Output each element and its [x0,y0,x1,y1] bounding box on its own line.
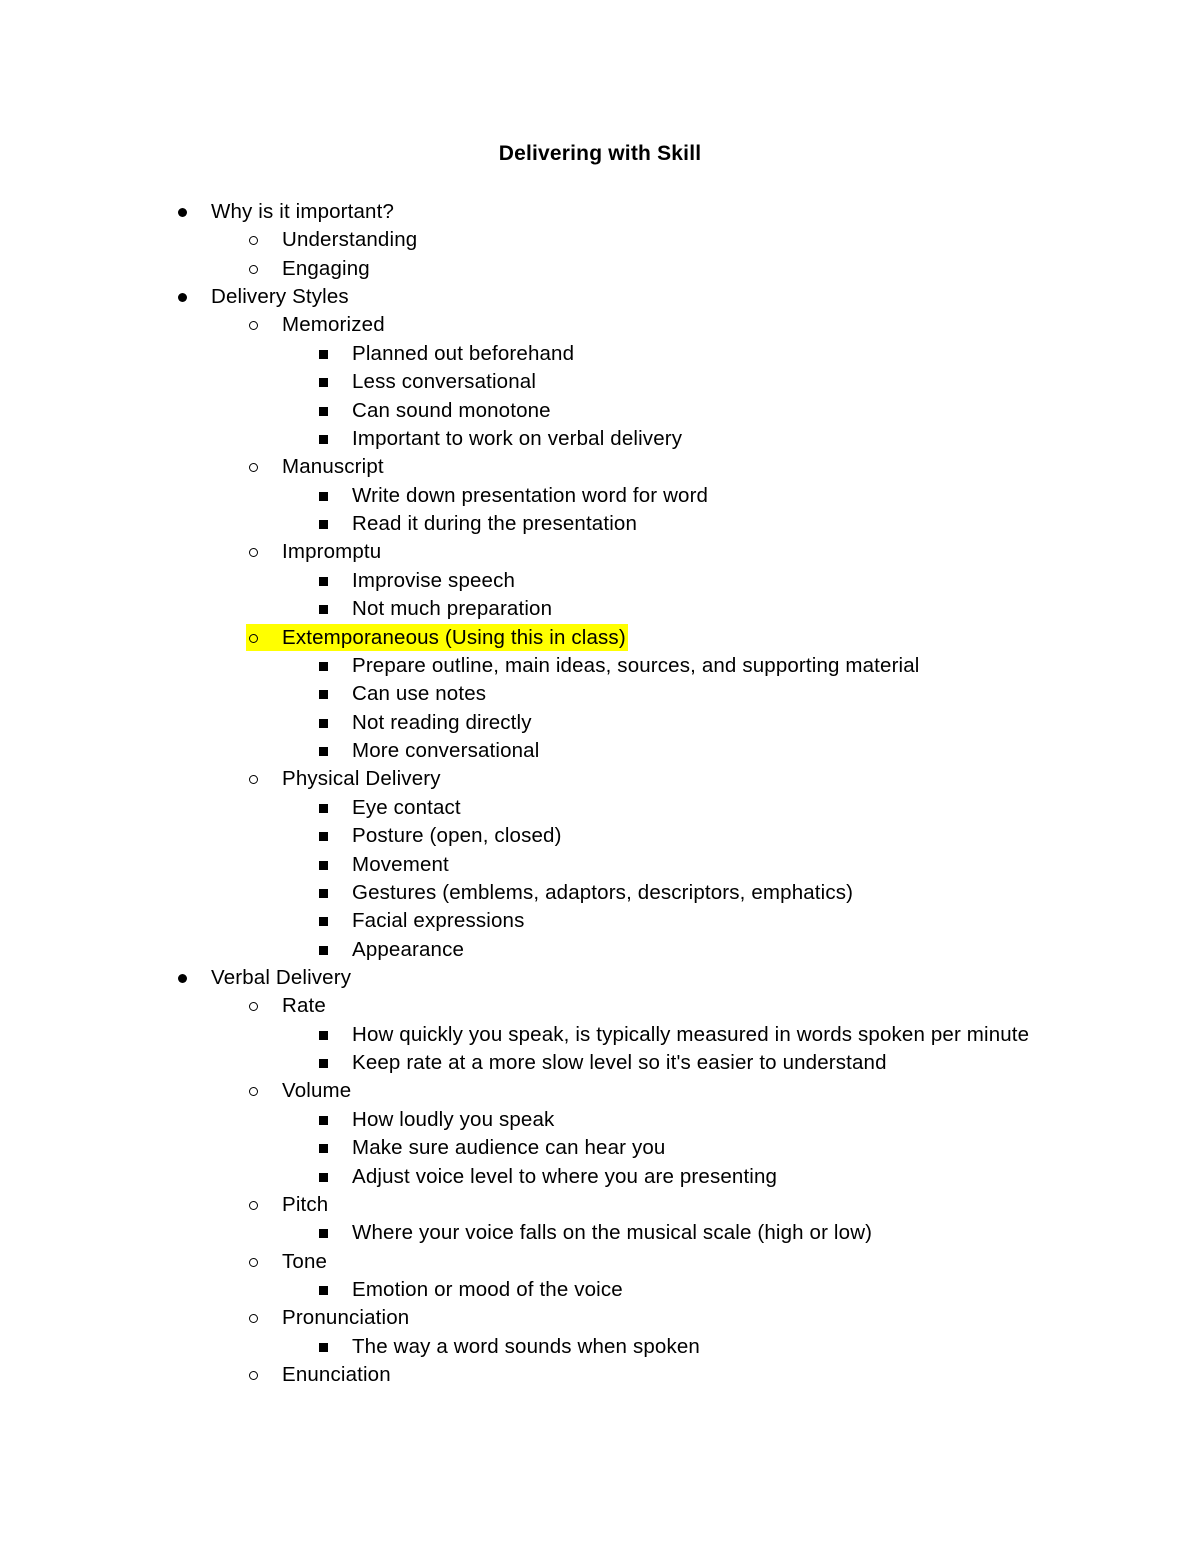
hollow-circle-bullet-icon [246,765,262,793]
outline-item-text: Movement [352,852,449,876]
outline-item-text: Where your voice falls on the musical scale (high or low) [352,1221,873,1245]
hollow-circle-bullet-icon [246,255,262,283]
outline-item-text: Pitch [282,1192,329,1216]
square-bullet-icon [316,737,332,765]
hollow-circle-bullet-icon [246,453,262,481]
outline-item-text: Keep rate at a more slow level so it's easier to understand [352,1051,887,1075]
hollow-circle-bullet-icon [246,1361,262,1389]
square-bullet-icon [316,482,332,510]
outline-item-text: Can sound monotone [352,398,551,422]
outline-item-text: Less conversational [352,370,537,394]
outline-item-text: How quickly you speak, is typically measured in words spoken per minute [352,1022,1030,1046]
square-bullet-icon [316,1163,332,1191]
outline-item-text: Adjust voice level to where you are presenting [352,1164,778,1188]
square-bullet-icon [316,936,332,964]
outline-item-text: Make sure audience can hear you [352,1136,666,1160]
outline-item-text: Physical Delivery [282,767,441,791]
hollow-circle-bullet-icon [246,1077,262,1105]
hollow-circle-bullet-icon [246,1304,262,1332]
outline-item-text: Gestures (emblems, adaptors, descriptors, emphatics) [352,880,854,904]
outline-item-text: Improvise speech [352,568,516,592]
square-bullet-icon [316,595,332,623]
square-bullet-icon [316,340,332,368]
square-bullet-icon [316,1106,332,1134]
hollow-circle-bullet-icon [246,992,262,1020]
outline-item-text: Why is it important? [211,200,394,223]
outline-item-text: Manuscript [282,455,384,479]
outline-item-text: Enunciation [282,1363,391,1387]
outline-item-text: Prepare outline, main ideas, sources, and supporting material [352,653,920,677]
outline-item-text: Rate [282,994,326,1018]
outline-item-text: Can use notes [352,682,487,706]
square-bullet-icon [316,567,332,595]
outline-item-text: How loudly you speak [352,1107,555,1131]
hollow-circle-bullet-icon [246,226,262,254]
hollow-circle-bullet-icon [246,538,262,566]
outline-item-text: Not much preparation [352,597,553,621]
outline-item-text: More conversational [352,739,540,763]
square-bullet-icon [316,510,332,538]
square-bullet-icon [316,907,332,935]
outline-item-text: Not reading directly [352,710,532,734]
outline-item-text: Emotion or mood of the voice [352,1278,623,1302]
outline-item-text: Engaging [282,256,370,280]
hollow-circle-bullet-icon [246,1248,262,1276]
outline-item-text: Delivery Styles [211,285,349,309]
square-bullet-icon [316,1021,332,1049]
outline-item-text: Extemporaneous (Using this in class) [282,625,626,649]
square-bullet-icon [316,368,332,396]
document-title: Delivering with Skill [498,142,702,165]
outline-item-text: Posture (open, closed) [352,824,562,848]
filled-circle-bullet-icon [175,198,191,226]
square-bullet-icon [316,822,332,850]
outline-item-text: Appearance [352,937,465,961]
square-bullet-icon [316,1333,332,1361]
square-bullet-icon [316,1219,332,1247]
square-bullet-icon [316,851,332,879]
hollow-circle-bullet-icon [246,624,262,652]
filled-circle-bullet-icon [175,964,191,992]
outline-item-text: Read it during the presentation [352,512,638,536]
outline-item-text: Volume [282,1079,352,1103]
outline-item-text: Write down presentation word for word [352,483,709,507]
hollow-circle-bullet-icon [246,311,262,339]
outline-item-text: The way a word sounds when spoken [352,1334,700,1358]
hollow-circle-bullet-icon [246,1191,262,1219]
outline-item-text: Impromptu [282,540,382,564]
square-bullet-icon [316,1049,332,1077]
outline-item-text: Planned out beforehand [352,341,575,365]
square-bullet-icon [316,1276,332,1304]
outline-item-text: Important to work on verbal delivery [352,426,683,450]
outline-item-text: Memorized [282,313,385,337]
square-bullet-icon [316,680,332,708]
outline-item-text: Understanding [282,228,418,252]
square-bullet-icon [316,709,332,737]
square-bullet-icon [316,794,332,822]
square-bullet-icon [316,652,332,680]
outline-item-text: Pronunciation [282,1306,410,1330]
filled-circle-bullet-icon [175,283,191,311]
square-bullet-icon [316,425,332,453]
square-bullet-icon [316,879,332,907]
outline-item-text: Eye contact [352,795,461,819]
outline-item-text: Verbal Delivery [211,965,352,989]
outline-item-text: Tone [282,1249,328,1273]
square-bullet-icon [316,1134,332,1162]
outline-item-text: Facial expressions [352,909,525,933]
square-bullet-icon [316,397,332,425]
